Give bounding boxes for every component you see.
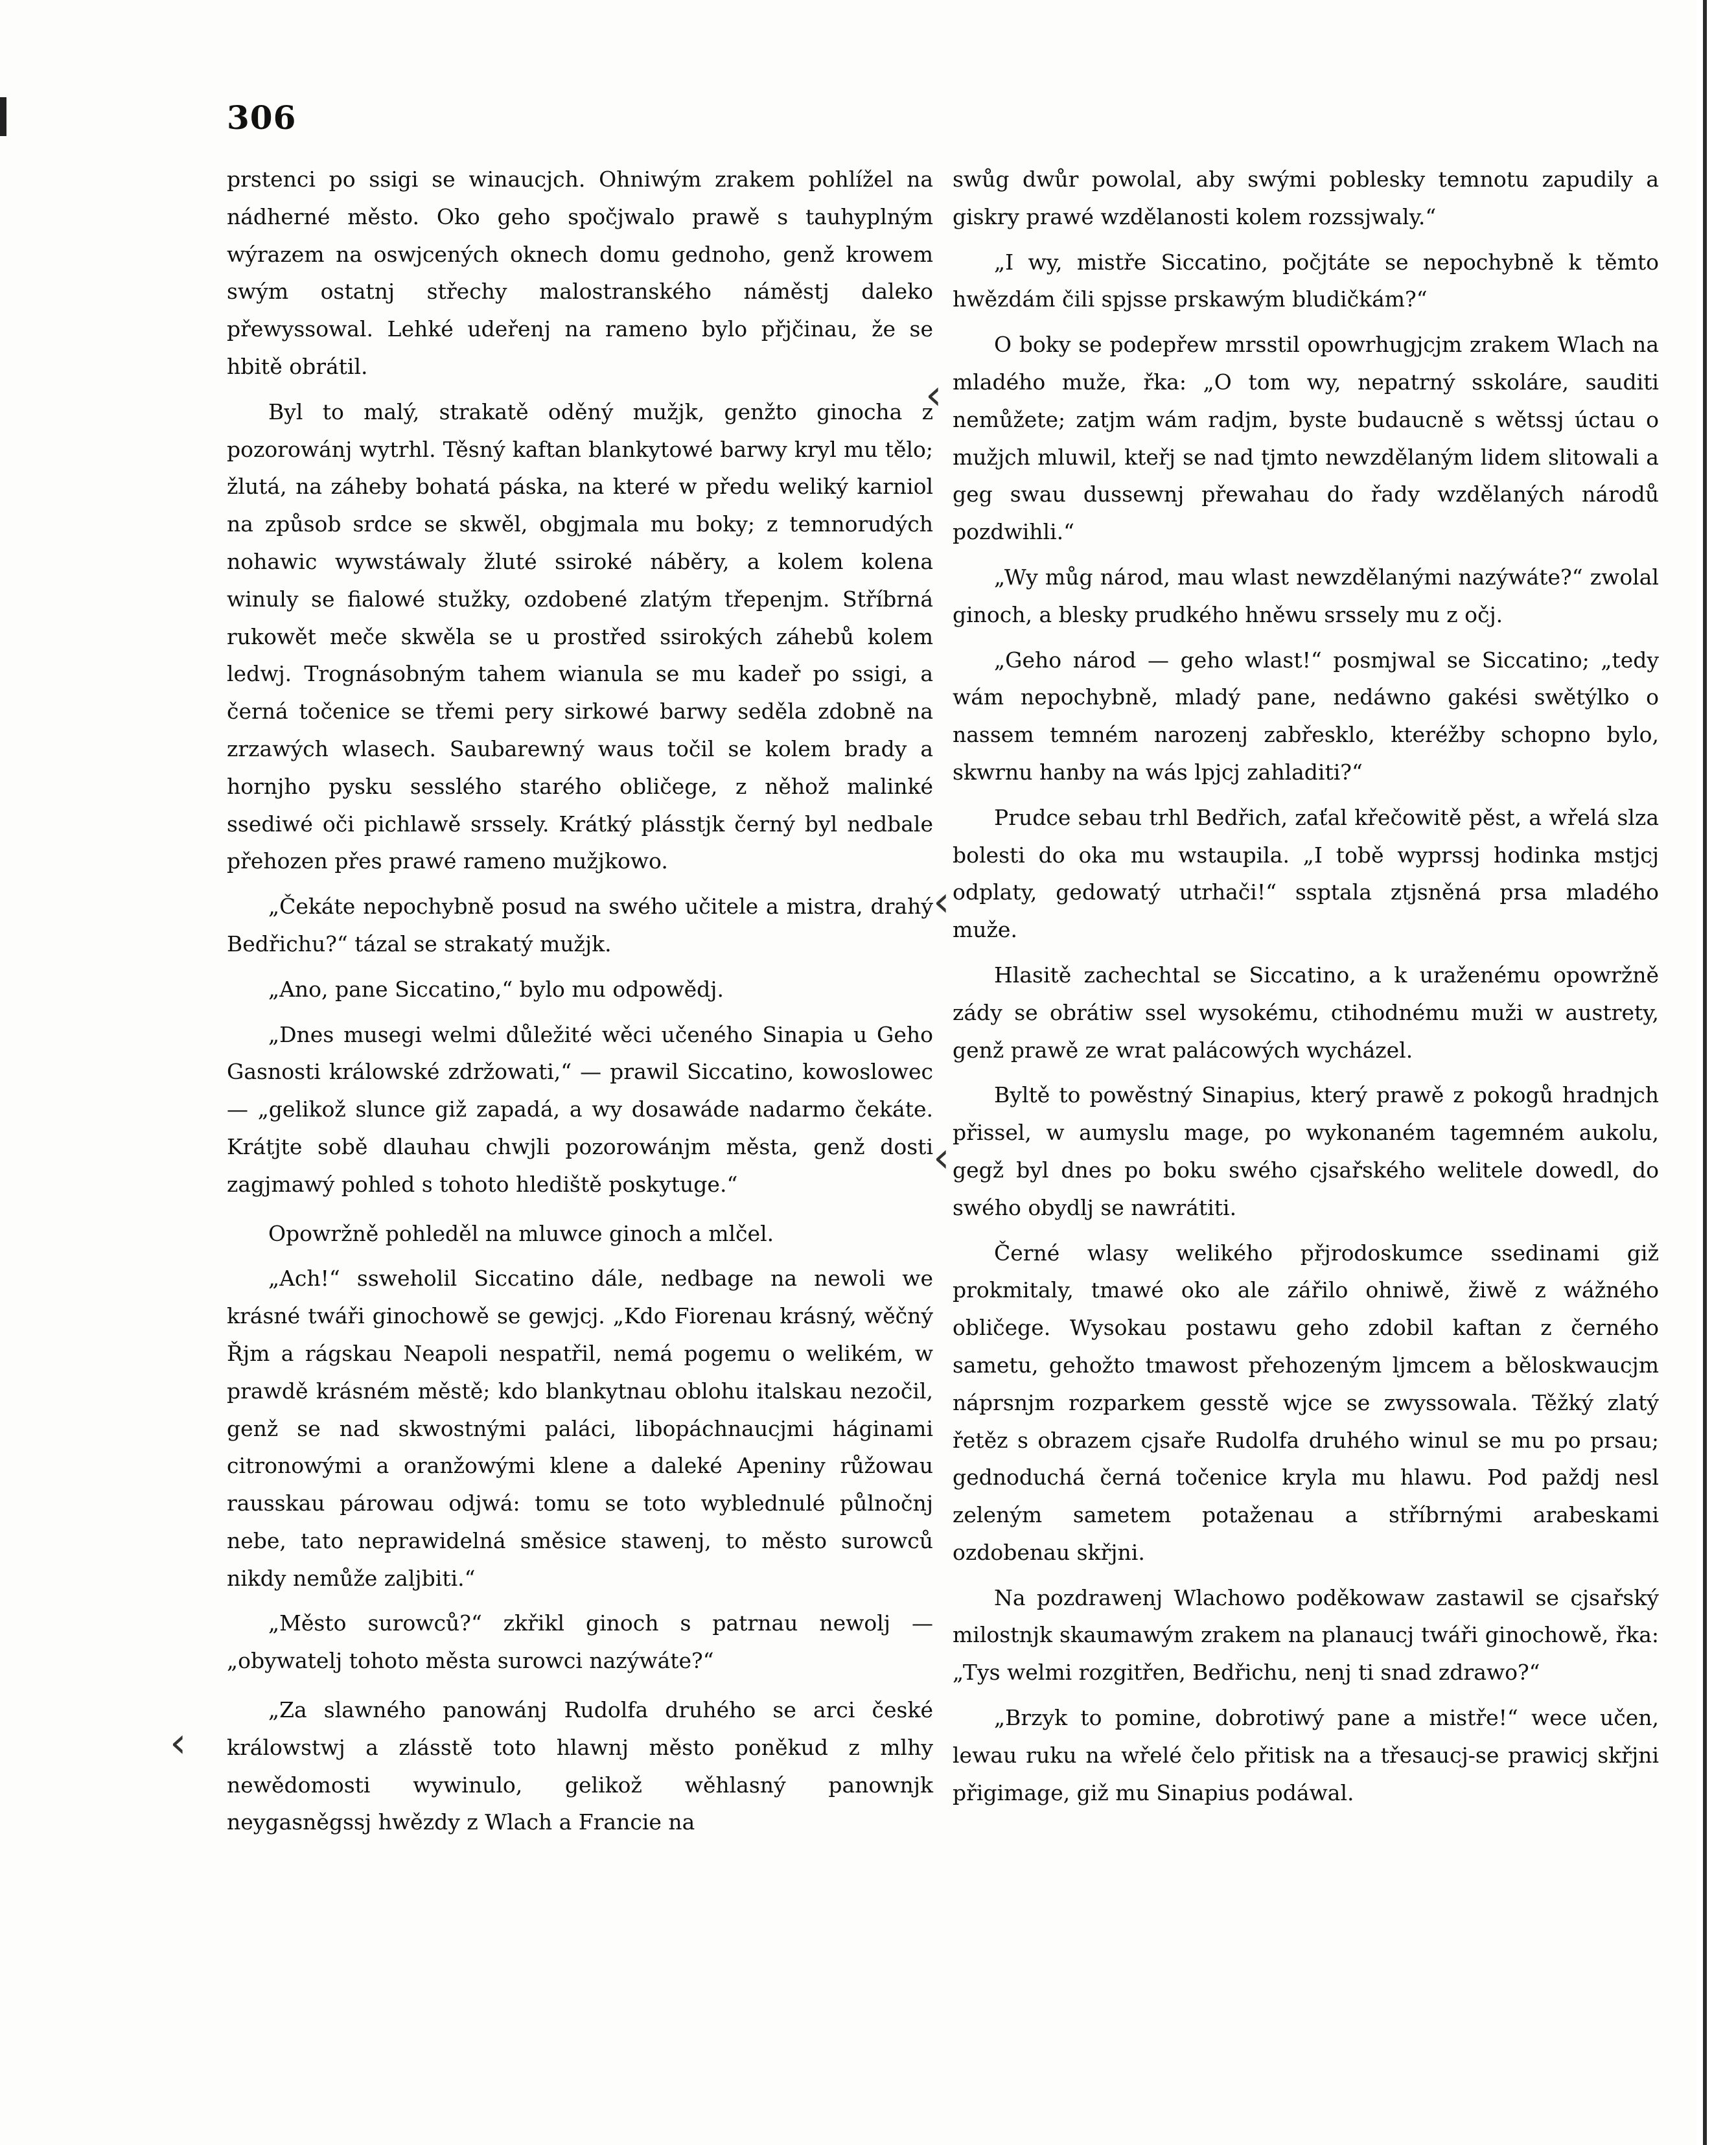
paragraph: Byltě to powěstný Sinapius, který prawě z pokogů hradnjch přissel, w aumyslu mage, po wykonaném tagemném aukolu, gegž byl dnes po boku swého cjsařského welitele dowedl, do swého obydlj se nawrátiti. xyxy=(953,1082,1659,1220)
paragraph: „Za slawného panowánj Rudolfa druhého se arci české králowstwj a zlásstě toto hlawnj město poněkud z mlhy newědomosti wywinulo, gelikož wěhlasný panownjk neygasněgssj hwězdy z Wlach a Francie na xyxy=(227,1697,933,1835)
paragraph: „Ach!“ ssweholil Siccatino dále, nedbage na newoli we krásné twáři ginochowě se gewjcj. „Kdo Fiorenau krásný, wěčný Řjm a rágskau Neapoli nespatřil, nemá pogemu o welikém, w prawdě krásném městě; kdo blankytnau oblohu italskau nezočil, genž se nad skwostnými paláci, libopáchnaucjmi háginami citronowými a oranžowými klene a daleké Apeniny růžowau rausskau párowau odjwá: tomu se toto wyblednulé půlnočnj nebe, tato neprawidelná směsice stawenj, to město surowců nikdy nemůže zaljbiti.“ xyxy=(227,1266,933,1591)
paragraph: O boky se podepřew mrsstil opowrhugjcjm zrakem Wlach na mladého muže, řka: „O tom wy, nepatrný sskoláre, sauditi nemůžete; zatjm wám radjm, byste budaucně s wětssj úctau o mužjch mluwil, kteřj se nad tjmto newzdělaným lidem slitowali a geg swau dussewnj přewahau do řady wzdělaných národů pozdwihli.“ xyxy=(953,332,1659,545)
paragraph: „Ano, pane Siccatino,“ bylo mu odpowědj. xyxy=(268,976,724,1002)
paragraph: „Brzyk to pomine, dobrotiwý pane a mistře!“ wece učen, lewau ruku na wřelé čelo přitisk na a třesaucj-se prawicj skřjni přigimage, giž mu Sinapius podáwal. xyxy=(953,1705,1659,1805)
left-column xyxy=(227,161,933,1849)
paragraph: „Město surowců?“ zkřikl ginoch s patrnau newolj — „obywatelj tohoto města surowci nazýwáte?“ xyxy=(227,1610,933,1674)
paragraph: Byl to malý, strakatě oděný mužjk, genžto ginocha z pozorowánj wytrhl. Těsný kaftan blankytowé barwy kryl mu tělo; žlutá, na záheby bohatá páska, na které w předu weliký karniol na způsob srdce se skwěl, obgjmala mu boky; z temnorudých nohawic wywstáwaly žluté ssiroké náběry, a kolem kolena winuly se fialowé stužky, ozdobené zlatým třepenjm. Stříbrná rukowět meče skwěla se u prostřed ssirokých záhebů kolem ledwj. Trognásobným tahem wianula se mu kadeř po ssigi, a černá točenice se třemi pery sirkowé barwy seděla zdobně na zrzawých wlasech. Saubarewný waus točil se kolem brady a hornjho pysku sesslého starého obličege, z něhož malinké ssediwé oči pichlawě srssely. Krátký plásstjk černý byl nedbale přehozen přes prawé rameno mužjkowo. xyxy=(227,399,933,874)
margin-mark-icon: ‹ xyxy=(925,371,942,419)
binding-shadow xyxy=(0,97,6,136)
right-column xyxy=(953,161,1659,1819)
paragraph: „Wy můg národ, mau wlast newzdělanými nazýwáte?“ zwolal ginoch, a blesky prudkého hněwu srssely mu z očj. xyxy=(953,564,1659,627)
paragraph: Prudce sebau trhl Bedřich, zaťal křečowitě pěst, a wřelá slza bolesti do oka mu wstaupila. „I tobě wyprssj hodinka mstjcj odplaty, gedowatý utrhači!“ ssptala ztjsněná prsa mladého muže. xyxy=(953,804,1659,943)
paragraph: „I wy, mistře Siccatino, počjtáte se nepochybně k těmto hwězdám čili spjsse prskawým bludičkám?“ xyxy=(953,249,1659,312)
paragraph: swůg dwůr powolal, aby swými poblesky temnotu zapudily a giskry prawé wzdělanosti kolem rozssjwaly.“ xyxy=(953,167,1659,229)
paragraph: Hlasitě zachechtal se Siccatino, a k uraženému opowržně zády se obrátiw ssel wysokému, ctihodnému muži w austrety, genž prawě ze wrat palácowých wycházel. xyxy=(953,962,1659,1063)
page-number: 306 xyxy=(227,99,297,137)
paragraph: „Čekáte nepochybně posud na swého učitele a mistra, drahý Bedřichu?“ tázal se strakatý mužjk. xyxy=(227,894,933,957)
page-edge-line xyxy=(1703,0,1707,2145)
margin-mark-icon: ‹ xyxy=(933,1134,950,1182)
paragraph: Opowržně pohleděl na mluwce ginoch a mlčel. xyxy=(268,1220,774,1246)
margin-mark-icon: ‹ xyxy=(170,1719,187,1767)
paragraph: „Dnes musegi welmi důležité wěci učeného Sinapia u Geho Gasnosti králowské zdržowati,“ — prawil Siccatino, kowoslowec — „gelikož slunce giž zapadá, a wy dosawáde nadarmo čekáte. Krátjte sobě dlauhau chwjli pozorowánjm města, genž dosti zagjmawý pohled s tohoto hlediště poskytuge.“ xyxy=(227,1021,933,1197)
paragraph: Černé wlasy welikého přjrodoskumce ssedinami giž prokmitaly, tmawé oko ale zářilo ohniwě, žiwě z wážného obličege. Wysokau postawu geho zdobil kaftan z černého sametu, gehožto tmawost přehozeným ljmcem a běloskwaucjm náprsnjm rozparkem gesstě wjce se zwyssowala. Těžký zlatý řetěz s obrazem cjsaře Rudolfa druhého winul se mu po prsau; gednoduchá černá točenice kryla mu hlawu. Pod paždj nesl zeleným sametem potaženau a stříbrnými arabeskami ozdobenau skřjni. xyxy=(953,1240,1659,1565)
paragraph: Na pozdrawenj Wlachowo poděkowaw zastawil se cjsařský milostnjk skaumawým zrakem na planaucj twáři ginochowě, řka: „Tys welmi rozgitřen, Bedřichu, nenj ti snad zdrawo?“ xyxy=(953,1584,1659,1686)
paragraph: prstenci po ssigi se winaucjch. Ohniwým zrakem pohlížel na nádherné město. Oko geho spočjwalo prawě s tauhyplným wýrazem na oswjcených oknech domu gednoho, genž krowem swým ostatnj střechy malostranského náměstj daleko přewyssowal. Lehké udeřenj na rameno bylo přjčinau, že se hbitě obrátil. xyxy=(227,167,933,379)
margin-mark-icon: ‹ xyxy=(933,878,950,926)
paragraph: „Geho národ — geho wlast!“ posmjwal se Siccatino; „tedy wám nepochybně, mladý pane, nedáwno gakési swětýlko o nassem temném narozenj zabřesklo, kteréžby schopno bylo, skwrnu hanby na wás lpjcj zahladiti?“ xyxy=(953,647,1659,785)
